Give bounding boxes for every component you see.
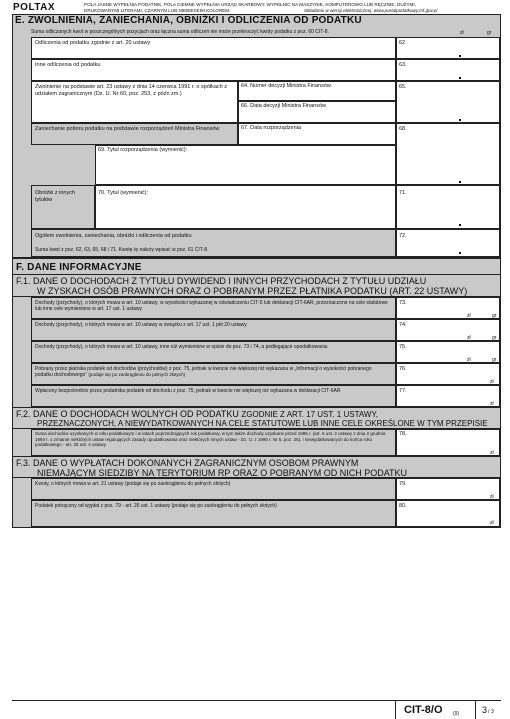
field-74[interactable]: [396, 319, 500, 341]
row-76-text: [35, 366, 390, 378]
field-65[interactable]: [396, 81, 500, 123]
row-64-label: [31, 81, 238, 123]
instruction-electronic: Składanie w wersji elektronicznej: www.portalpodatkowy.mf.gov.pl: [304, 8, 438, 13]
row-79-label: [31, 478, 396, 500]
field-67-label: 67. Data rozporządzenia: [241, 125, 301, 131]
field-68-num: 68.: [399, 126, 407, 132]
decimal-dot: [459, 224, 461, 226]
field-79[interactable]: [396, 478, 500, 500]
row-76-main: Pobrany przez płatnika podatek od dochodów (przychodów) z poz. 75, jednak w kwocie nie większej niż wykazana w „Informacji o wysokości pobranego podatku dochodowego”: [35, 366, 372, 378]
field-73-num: 73.: [399, 300, 407, 306]
row-73-label: [31, 297, 396, 319]
instruction-line2: DRUKOWANYMI LITERAMI, CZARNYM LUB NIEBIESKIM KOLOREM.: [84, 8, 231, 13]
field-75-num: 75.: [399, 344, 407, 350]
field-75[interactable]: [396, 341, 500, 363]
f2-header: [12, 407, 501, 429]
field-76[interactable]: [396, 363, 500, 385]
row-63-text: Inne odliczenia od podatku: [35, 62, 101, 68]
row-74-text: Dochody (przychody), o których mowa w art. 10 ustawy w związku z art. 17 ust. 1 pkt 20 ustawy: [35, 322, 247, 328]
row-78-text: Suma dochodów uzyskanych w roku podatkowym i w latach poprzedzających rok podatkowy, w tym także dochody uzyskane przed 1995 r. (art. 6 ust. 2 ustawy z dnia 2 grudnia 1994 r. o zmianie niektórych ustaw regulujących zasady opodatkowania oraz niektórych innych ustaw - Dz. U. z 1995 r. Nr 5, poz. 25), i niewydatkowanych do końca roku podatkowego - art. 25 ust. 4 ustawy: [35, 431, 386, 447]
row-74-label: [31, 319, 396, 341]
field-63-num: 63.: [399, 62, 407, 68]
f1-title-line2: W ZYSKACH OSÓB PRAWNYCH ORAZ O POBRANYM PRZEZ PŁATNIKA PODATKU (ART. 22 USTAWY): [37, 286, 468, 296]
f1-header: [12, 274, 501, 297]
page-number: 3: [482, 705, 488, 715]
field-80[interactable]: [396, 500, 500, 527]
field-62-num: 62.: [399, 40, 407, 46]
row-80-label: [31, 500, 396, 527]
field-71[interactable]: [396, 185, 500, 229]
decimal-dot: [459, 181, 461, 183]
row-75-text: Dochody (przychody), o których mowa w art. 10 ustawy, inne niż wymienione w opisie do poz. 73 i 74, a podlegające opodatkowaniu: [35, 344, 328, 350]
field-69[interactable]: [95, 145, 396, 185]
field-67[interactable]: [238, 123, 396, 145]
field-79-num: 79.: [399, 481, 407, 487]
field-74-num: 74.: [399, 322, 407, 328]
f3-header: [12, 456, 501, 478]
f2-title-line1: [16, 410, 378, 419]
row-64-text: Zwolnienie na podstawie art. 23 ustawy z dnia 14 czerwca 1991 r. o spółkach z udziałem zagranicznym (Dz. U. Nr 60, poz. 253, z późn zm.): [35, 84, 227, 97]
field-70-label: [98, 190, 148, 197]
row-80-main: Podatek potrącony od wypłat z poz. 79 - art. 26 ust. 1 ustawy: [35, 503, 171, 509]
field-69-hint: (wymienić):: [159, 147, 188, 153]
unit-zl: zł: [490, 520, 494, 526]
field-71-num: 71.: [399, 190, 407, 196]
unit-zl: zł: [490, 401, 494, 407]
section-f-title: F. DANE INFORMACYJNE: [16, 262, 142, 273]
section-e-title: E. ZWOLNIENIA, ZANIECHANIA, OBNIŻKI I ODLICZENIA OD PODATKU: [15, 15, 362, 26]
field-70[interactable]: [95, 185, 396, 229]
decimal-dot: [459, 252, 461, 254]
field-70-title: 70. Tytuł: [98, 190, 119, 196]
row-67-text: Zaniechanie poboru podatku na podstawie rozporządzeń Ministra Finansów: [35, 126, 220, 132]
field-63[interactable]: [396, 59, 500, 81]
field-68[interactable]: [396, 123, 500, 185]
unit-zl: zł: [460, 30, 464, 36]
field-66-label: 66. Data decyzji Ministra Finansów: [241, 103, 326, 109]
field-62[interactable]: [396, 37, 500, 59]
field-72-num: 72.: [399, 233, 407, 239]
row-77-label: [31, 385, 396, 407]
decimal-dot: [459, 119, 461, 121]
row-73-text: Dochody (przychody), o których mowa w art. 10 ustawy, w wysokości wykazanej w oświadczeniu CIT-5 lub deklaracji CIT-6AR, przeznaczone na cele statutowe lub inne cele wymienione w art. 17 ust. 1 ustawy: [35, 300, 388, 312]
f3-title-line1: F.3. DANE O WYPŁATACH DOKONANYCH ZAGRANICZNYM OSOBOM PRAWNYM: [16, 458, 359, 468]
field-64-label: 64. Numer decyzji Ministra Finansów: [241, 83, 331, 89]
page-number-box: [475, 700, 501, 719]
poltax-logo: POLTAX: [13, 2, 56, 13]
unit-gr: gr: [487, 30, 492, 36]
field-65-num: 65.: [399, 84, 407, 90]
row-70-label: [31, 185, 95, 229]
row-72-label: [31, 229, 396, 257]
unit-zl: zł: [490, 379, 494, 385]
row-62-label: [31, 37, 396, 59]
unit-gr: gr: [492, 335, 497, 341]
field-69-label: [98, 147, 187, 154]
field-70-hint: (wymienić):: [120, 190, 149, 196]
f2-title-line2: PRZEZNACZONYCH, A NIEWYDATKOWANYCH NA CELE STATUTOWE LUB INNE CELE OKREŚLONE W TYM PRZEPISIE: [37, 419, 488, 428]
row-78-label: [31, 429, 396, 456]
section-e-subtitle: Suma odliczanych kwot w poszczególnych pozycjach oraz łączna suma odliczeń nie może przekroczyć kwoty podatku z poz. 60 CIT-8.: [31, 29, 329, 35]
decimal-dot: [459, 77, 461, 79]
unit-gr: gr: [492, 357, 497, 363]
f2-title-main: F.2. DANE O DOCHODACH WOLNYCH OD PODATKU: [16, 409, 239, 419]
unit-zl: zł: [467, 335, 471, 341]
instruction-line1: POLA JASNE WYPEŁNIA PODATNIK, POLA CIEMNE WYPEŁNIA URZĄD SKARBOWY. WYPEŁNIĆ NA MASZYNIE, KOMPUTEROWO LUB RĘCZNIE, DUŻYMI,: [84, 2, 416, 7]
row-70-text: Obniżki z innych tytułów: [35, 190, 76, 203]
form-code-box: [395, 700, 475, 719]
form-code: CIT-8/O: [404, 704, 443, 716]
field-64[interactable]: [238, 81, 396, 101]
form-version: (9): [453, 711, 460, 717]
row-79-text: [35, 481, 230, 487]
field-80-num: 80.: [399, 503, 407, 509]
field-69-title: 69. Tytuł rozporządzenia: [98, 147, 158, 153]
f1-title-line1: F.1. DANE O DOCHODACH Z TYTUŁU DYWIDEND I INNYCH PRZYCHODACH Z TYTUŁU UDZIAŁU: [16, 276, 427, 286]
f3-title-line2: NIEMAJĄCYM SIEDZIBY NA TERYTORIUM RP ORAZ O POBRANYM OD NICH PODATKU: [37, 468, 408, 478]
decimal-dot: [459, 55, 461, 57]
page-total: 3: [491, 709, 494, 715]
row-76-hint: (podaje się po zaokrągleniu do pełnych złotych): [88, 372, 186, 377]
row-80-hint: (podaje się po zaokrągleniu do pełnych złotych): [171, 503, 277, 509]
unit-gr: gr: [492, 313, 497, 319]
row-67-label: [31, 123, 238, 145]
field-73[interactable]: [396, 297, 500, 319]
field-76-num: 76.: [399, 366, 407, 372]
field-78[interactable]: [396, 429, 500, 456]
row-79-main: Kwoty, o których mowa w art. 21 ustawy: [35, 481, 124, 487]
field-78-num: 78.: [399, 431, 407, 437]
row-80-text: [35, 503, 277, 509]
page-slash: /: [488, 709, 490, 715]
row-75-label: [31, 341, 396, 363]
unit-zl: zł: [490, 450, 494, 456]
row-72-text: Ogółem zwolnienia, zaniechania, obniżki i odliczenia od podatku: [35, 233, 192, 239]
row-63-label: [31, 59, 396, 81]
row-77-text: Wpłacony bezpośrednio przez podatnika podatek od dochodu z poz. 75, jednak w kwocie nie większej niż wykazana w deklaracji CIT-6AR: [35, 388, 341, 394]
unit-zl: zł: [467, 357, 471, 363]
row-62-text: Odliczenia od podatku zgodnie z art. 20 ustawy: [35, 40, 151, 46]
unit-zl: zł: [467, 313, 471, 319]
f2-title-rest: ZGODNIE Z ART. 17 UST. 1 USTAWY,: [241, 410, 378, 419]
unit-zl: zł: [490, 494, 494, 500]
field-66[interactable]: [238, 101, 396, 123]
row-79-hint: (podaje się po zaokrągleniu do pełnych złotych): [124, 481, 231, 487]
field-77[interactable]: [396, 385, 500, 407]
field-77-num: 77.: [399, 388, 407, 394]
row-76-label: [31, 363, 396, 385]
row-72-subtext: Suma kwot z poz. 62, 63, 65, 68 i 71. Kwotę tę należy wpisać w poz. 61 CIT-8.: [35, 247, 209, 253]
field-72[interactable]: [396, 229, 500, 257]
